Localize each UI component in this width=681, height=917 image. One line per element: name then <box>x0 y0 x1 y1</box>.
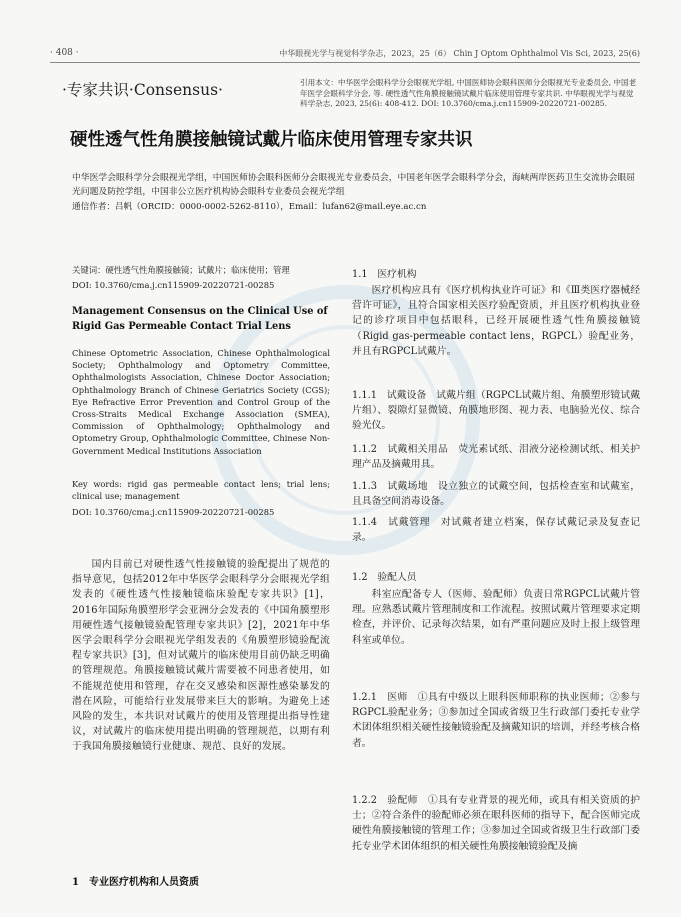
section-1-1-1: 1.1.1 试戴设备 试戴片组（RGPCL试戴片组、角膜塑形镜试戴片组）、裂隙灯显微镜、角膜地形图、视力表、电脑验光仪、综合验光仪。 <box>352 390 640 432</box>
english-authors: Chinese Optometric Association, Chinese Ophthalmological Society; Ophthalmology and Optometry Committee, Ophthalmologists Association, Chinese Doctor Association; Ophthalmology Branch of Chinese Geriatrics Society (CGS); Eye Refractive Error Prevention and Control Group of the Cross-Straits Medical Exchange Association (SMEA), Commission of Ophthalmology; Ophthalmology and Optometry Group, Ophthalmologic Committee, Chinese Non-Government Medical Institutions Association <box>72 348 330 456</box>
section-1-1-4: 1.1.4 试戴管理 对试戴者建立档案，保存试戴记录及复查记录。 <box>352 517 640 544</box>
section-1-1-body: 医疗机构应具有《医疗机构执业许可证》和《Ⅲ类医疗器械经营许可证》，且符合国家相关医疗验配资质，并且医疗机构执业登记的诊疗项目中包括眼科，已经开展硬性透气性角膜接触镜（Rigid gas-permeable contact lens，RGPCL）验配业务，并且有RGPCL试戴片。 <box>352 285 640 357</box>
doi-en: DOI: 10.3760/cma.j.cn115909-20220721-00285 <box>72 507 275 517</box>
section-1-2-1: 1.2.1 医师 ①具有中级以上眼科医师职称的执业医师；②参与RGPCL验配业务；③参加过全国或省级卫生行政部门委托专业学术团体组织相关硬性接触镜验配及摘戴知识的培训，并经考核合格者。 <box>352 692 640 749</box>
section-1-2-body: 科室应配备专人（医师、验配师）负责日常RGPCL试戴片管理。应熟悉试戴片管理制度和工作流程。按照试戴片管理要求定期检查，并评价、记录每次结果，如有严重问题应及时上报上级管理科室或单位。 <box>352 589 640 646</box>
page-number: · 408 · <box>50 48 79 58</box>
introduction <box>72 557 330 755</box>
section-1-1-2: 1.1.2 试戴相关用品 荧光素试纸、泪液分泌检测试纸、相关护理产品及摘戴用具。 <box>352 444 640 471</box>
intro-paragraph: 国内目前已对硬性透气性接触镜的验配提出了规范的指导意见，包括2012年中华医学会眼科学分会眼视光学组发表的《硬性透气性接触镜临床验配专家共识》[1]，2016年国际角膜塑形学会亚洲分会发表的《中国角膜塑形用硬性透气接触镜验配管理专家共识》[2]，2021年中华医学会眼科学分会眼视光学组发表的《角膜塑形镜验配流程专家共识》[3]，但对试戴片的临床使用目前仍缺乏明确的管理规范。角膜接触镜试戴片需要被不同患者使用，如不能规范使用和管理，存在交叉感染和医源性感染暴发的潜在风险，可能给行业发展带来巨大的影响。为避免上述风险的发生，本共识对试戴片的使用及管理提出指导性建议，对试戴片的临床使用提出明确的管理规范，以期有利于我国角膜接触镜行业健康、规范、良好的发展。 <box>72 559 330 753</box>
section-label: ·专家共识·Consensus· <box>62 81 223 99</box>
page-title: 硬性透气性角膜接触镜试戴片临床使用管理专家共识 <box>70 130 473 150</box>
citation: 引用本文：中华医学会眼科学分会眼视光学组, 中国医师协会眼科医师分会眼视光专业委员会, 中国老年医学会眼科学分会, 等. 硬性透气性角膜接触镜试戴片临床使用管理专家共识. 中华眼视光学与视觉科学杂志, 2023, 25(6): 408-412. DOI: 10.3760/cma.j.cn115909-20220721-00285. <box>300 78 637 108</box>
header-rule <box>50 62 640 63</box>
section-1-heading: 1 专业医疗机构和人员资质 <box>72 877 199 888</box>
doi-cn: DOI: 10.3760/cma.j.cn115909-20220721-00285 <box>72 280 275 290</box>
english-title: Management Consensus on the Clinical Use of Rigid Gas Permeable Contact Trial Lens <box>72 306 328 332</box>
journal-info: 中华眼视光学与视觉科学杂志，2023，25（6） Chin J Optom Ophthalmol Vis Sci, 2023, 25(6) <box>279 49 640 58</box>
corresponding-author: 通信作者：吕帆（ORCID：0000-0002-5262-8110），Email：lufan62@mail.eye.ac.cn <box>72 202 427 212</box>
section-1-2-heading: 1.2 验配人员 <box>352 572 417 583</box>
authors: 中华医学会眼科学分会眼视光学组，中国医师协会眼科医师分会眼视光专业委员会，中国老年医学会眼科学分会，海峡两岸医药卫生交流协会眼屈光问题及防控学组，中国非公立医疗机构协会眼科专业委员会视光学组 <box>72 173 636 197</box>
section-1-1-3: 1.1.3 试戴场地 设立独立的试戴空间，包括检查室和试戴室，且具备空间消毒设备。 <box>352 481 640 508</box>
section-1-2-2: 1.2.2 验配师 ①具有专业背景的视光师，或具有相关资质的护士；②符合条件的验配师必须在眼科医师的指导下，配合医师完成硬性角膜接触镜的管理工作；③参加过全国或省级卫生行政部门委托专业学术团体组织的相关硬性角膜接触镜验配及摘 <box>352 795 640 852</box>
section-1-1-heading: 1.1 医疗机构 <box>352 269 417 280</box>
keywords-cn: 关键词：硬性透气性角膜接触镜；试戴片；临床使用；管理 <box>72 265 290 275</box>
keywords-en: Key words: rigid gas permeable contact lens; trial lens; clinical use; management <box>72 479 330 502</box>
